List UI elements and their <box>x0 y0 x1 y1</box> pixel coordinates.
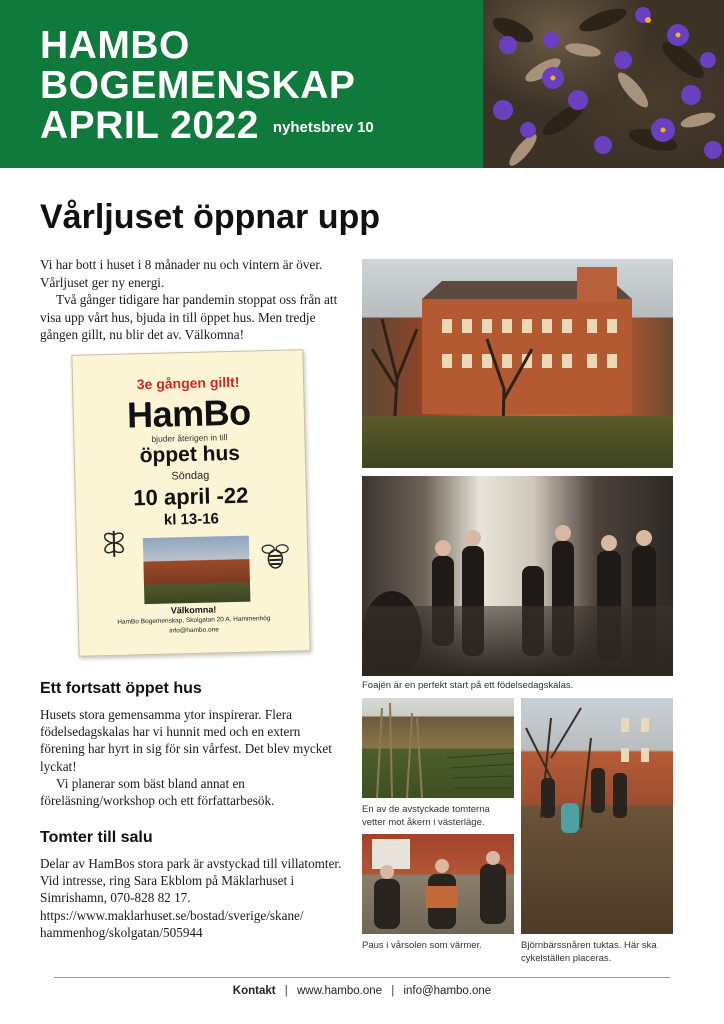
poster-address: HamBo Bogemenskap, Skolgatan 20 A, Hammenhög <box>117 615 271 626</box>
plots-url-line-2[interactable]: hammenhog/skolgatan/505944 <box>40 924 203 940</box>
bramble-illustration <box>521 698 673 934</box>
title-line-1: HAMBO <box>40 24 190 67</box>
footer-separator-2: | <box>391 985 395 997</box>
footer-separator-1: | <box>284 985 288 997</box>
foyer-caption: Foajén är en perfekt start på ett födelsedagskalas. <box>362 680 574 691</box>
building-illustration <box>362 259 673 468</box>
poster-subtitle: bjuder återigen in till <box>151 432 228 444</box>
field-illustration <box>362 698 514 798</box>
section-plots-text <box>40 855 345 941</box>
plots-url-line-1[interactable]: https://www.maklarhuset.se/bostad/sverige/skane/ <box>40 907 304 923</box>
open-house-poster <box>71 349 310 657</box>
sunbreak-photo <box>362 834 514 934</box>
building-photo <box>362 259 673 468</box>
foyer-photo <box>362 476 673 676</box>
bee-icon <box>261 541 290 578</box>
issue-number: nyhetsbrev 10 <box>272 119 374 136</box>
plots-paragraph: Delar av HamBos stora park är avstyckad till villatomter. Vid intresse, ring Sara Ekblom på Mäklarhuset i Simrishamn, 070-828 82 17. <box>40 856 342 906</box>
field-photo <box>362 698 514 798</box>
poster-tag: 3e gången gillt! <box>136 373 240 393</box>
section-open-house-title: Ett fortsatt öppet hus <box>40 680 202 697</box>
section-open-house-text <box>40 706 345 809</box>
intro-paragraph-1: Vi har bott i huset i 8 månader nu och vintern är över. Vårljuset ger ny energi. <box>40 257 323 290</box>
poster-event: öppet hus <box>139 441 241 468</box>
sunbreak-illustration <box>362 834 514 934</box>
open-house-paragraph-1: Husets stora gemensamma ytor inspirerar. Flera födelsedagskalas har vi hunnit med och en extern förening har hyrt in sig för sin vårfest. Det blev mycket lyckat! <box>40 707 332 774</box>
footer-contact <box>0 985 724 997</box>
poster-time: kl 13-16 <box>163 510 220 529</box>
bramble-photo <box>521 698 673 934</box>
newsletter-title <box>40 26 374 148</box>
open-house-paragraph-2: Vi planerar som bäst bland annat en föreläsning/workshop och ett författarbesök. <box>40 775 275 809</box>
section-plots-title: Tomter till salu <box>40 829 153 846</box>
intro-text <box>40 256 340 344</box>
bramble-caption: Björnbärssnåren tuktas. Här ska cykelställen placeras. <box>521 940 657 964</box>
title-line-2: BOGEMENSKAP <box>40 64 356 107</box>
crocus-photo <box>483 0 724 168</box>
footer-email-link[interactable]: info@hambo.one <box>403 985 492 997</box>
foyer-illustration <box>362 476 673 676</box>
field-caption: En av de avstyckade tomterna vetter mot åkern i västerläge. <box>362 804 490 828</box>
poster-date: 10 april -22 <box>133 482 249 511</box>
footer-website-link[interactable]: www.hambo.one <box>297 985 383 997</box>
sunbreak-caption: Paus i vårsolen som värmer. <box>362 940 482 951</box>
moth-icon <box>101 527 128 568</box>
footer-label: Kontakt <box>232 985 276 997</box>
poster-email: info@hambo.one <box>169 626 219 635</box>
crocus-illustration <box>483 0 724 168</box>
main-headline: Vårljuset öppnar upp <box>40 198 381 236</box>
intro-paragraph-2: Två gånger tidigare har pandemin stoppat oss från att visa upp vårt hus, bjuda in till öppet hus. Men tredje gången gillt, nu blir det av. Välkomna! <box>40 292 338 342</box>
footer-divider <box>54 977 670 978</box>
title-line-3: APRIL 2022 <box>40 104 259 147</box>
poster-day: Söndag <box>171 469 210 483</box>
poster-brand: HamBo <box>126 391 252 436</box>
poster-building-photo <box>143 536 251 605</box>
poster-welcome: Välkomna! <box>170 604 217 616</box>
